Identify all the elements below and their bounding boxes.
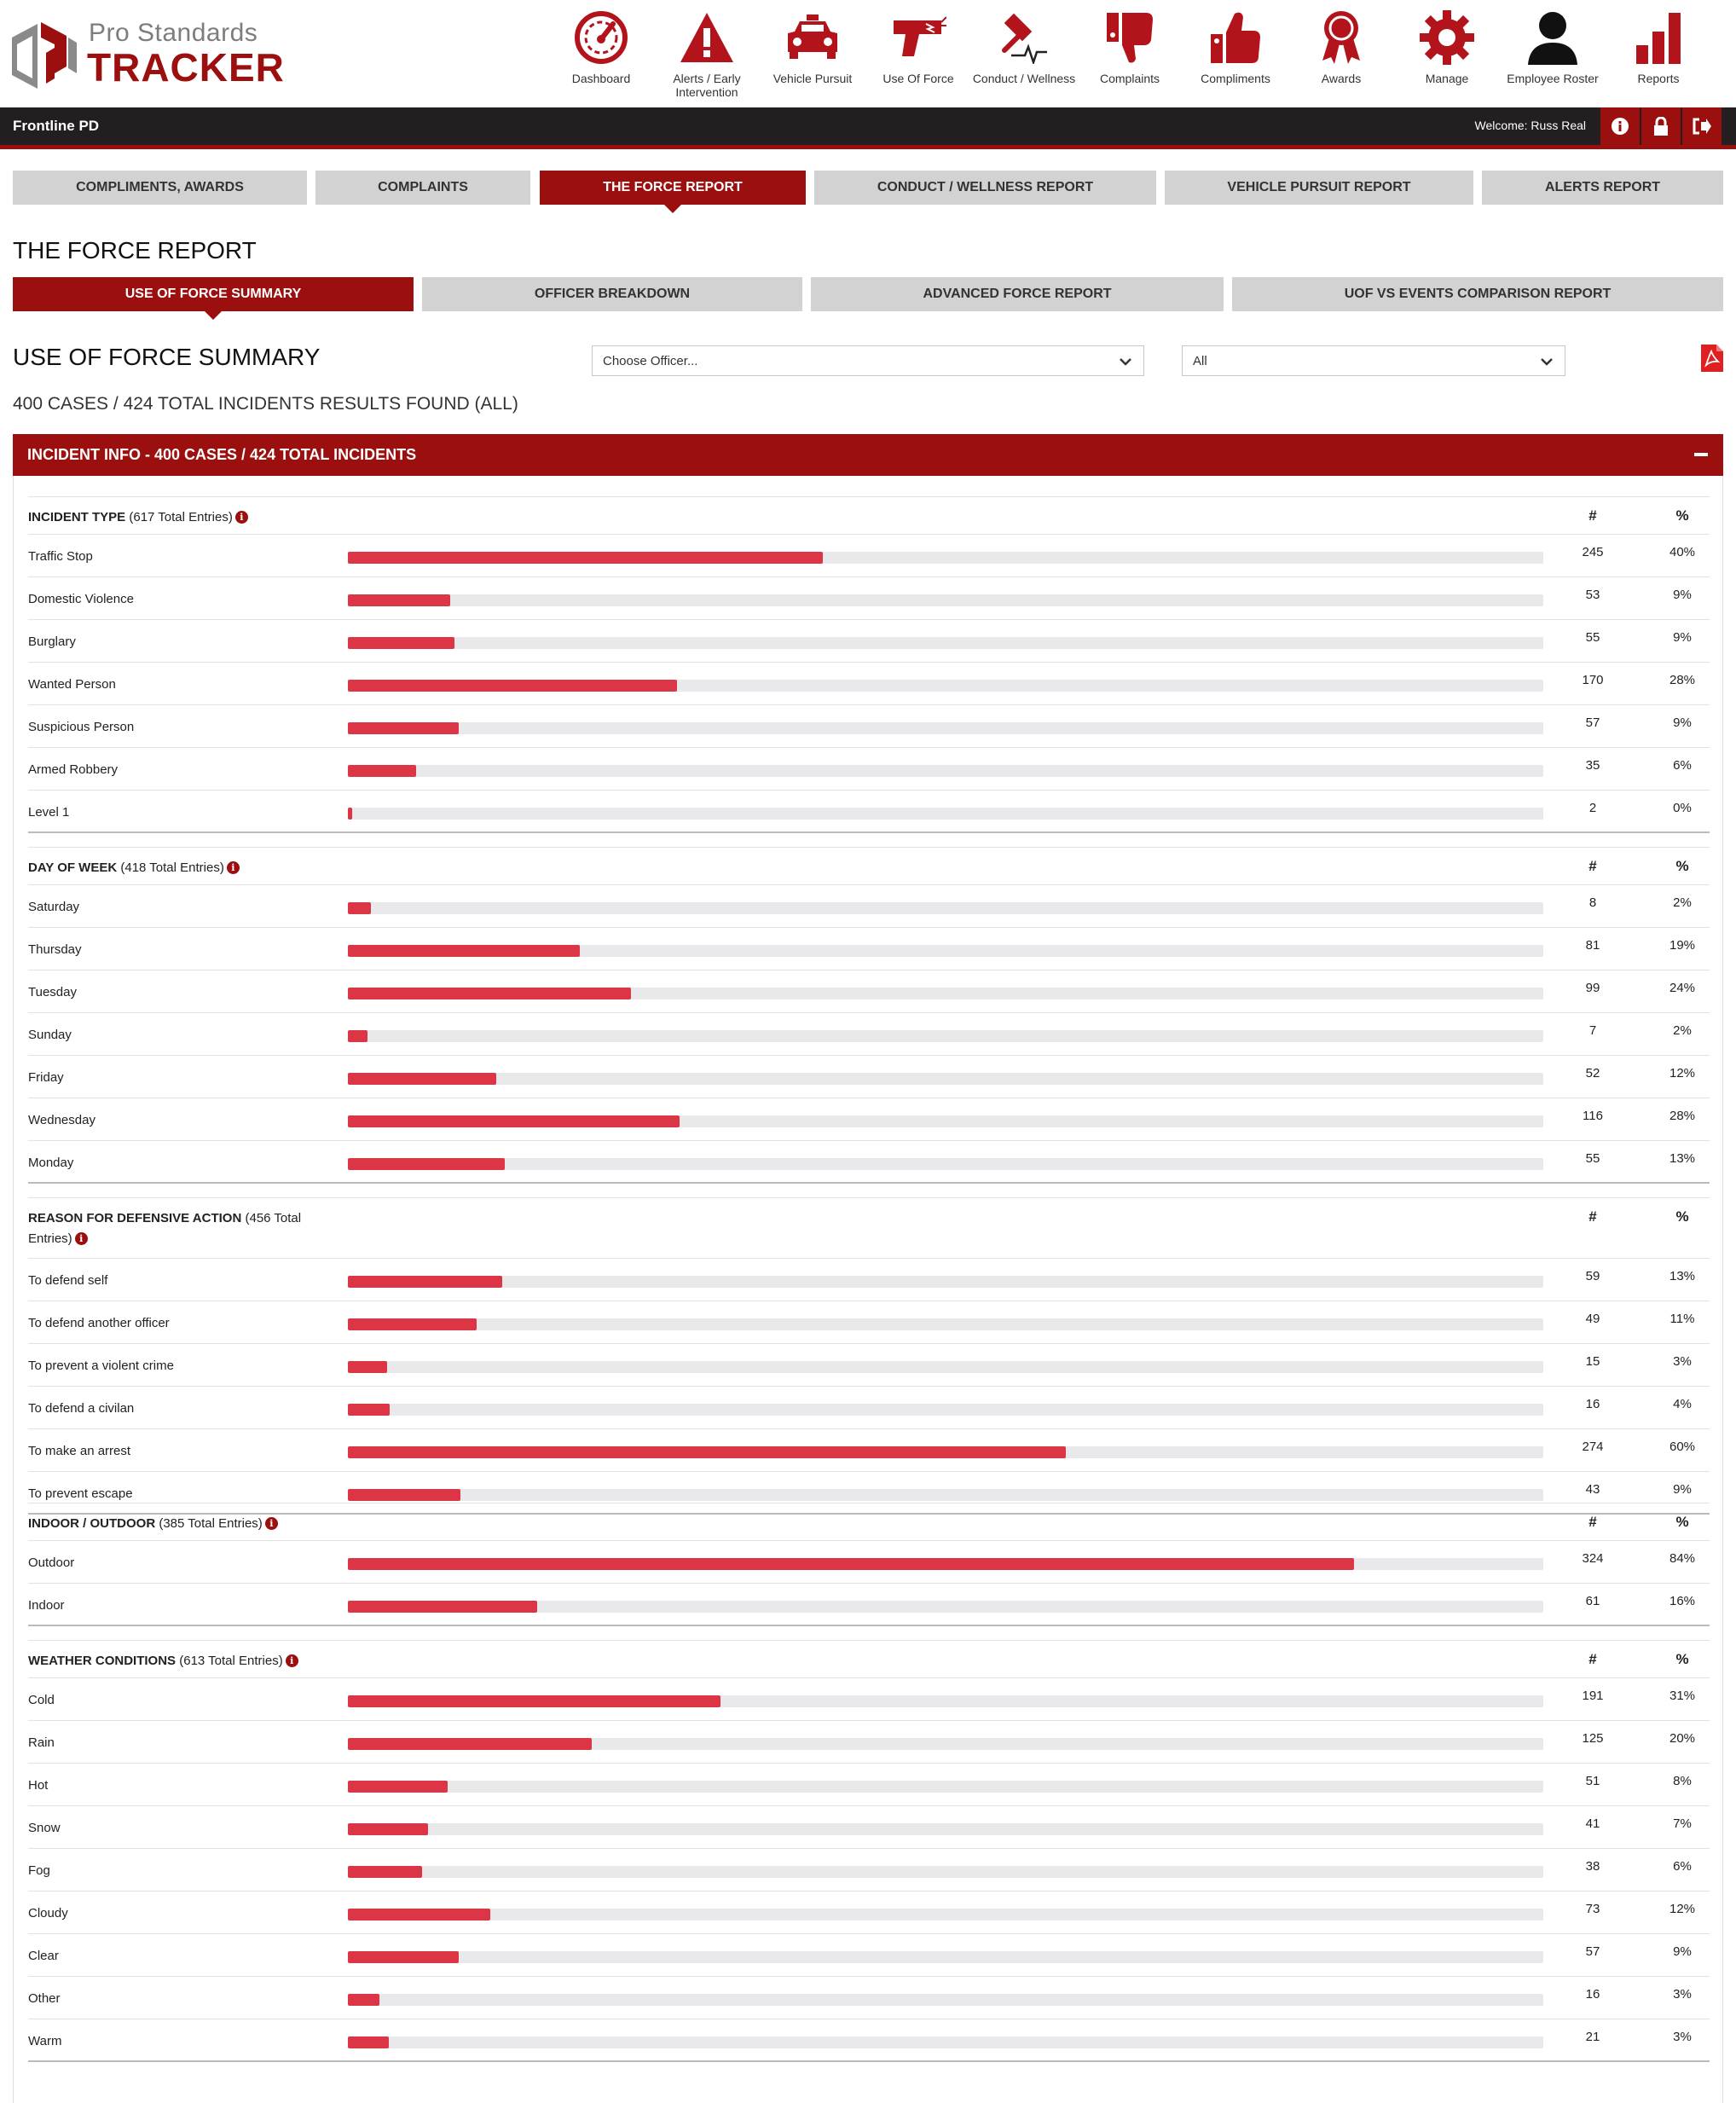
table-row: [28, 1429, 1710, 1472]
category-label: Armed Robbery: [28, 762, 119, 777]
bar-track: [348, 1951, 1543, 1963]
bar-track: [348, 1030, 1543, 1042]
nav-employee-roster[interactable]: [1500, 7, 1606, 85]
percent-column-header: %: [1675, 858, 1689, 874]
percent-value: 9%: [1673, 715, 1692, 730]
percent-value: 9%: [1673, 1944, 1692, 1959]
subtab-use-of-force-summary[interactable]: USE OF FORCE SUMMARY: [13, 277, 414, 311]
bar-track: [348, 1446, 1543, 1458]
count-value: 170: [1582, 673, 1604, 687]
percent-value: 13%: [1669, 1269, 1696, 1283]
table-row: [28, 1387, 1710, 1429]
table-row: [28, 1764, 1710, 1806]
section-title: [28, 1208, 310, 1249]
count-value: 191: [1582, 1689, 1604, 1703]
percent-value: 9%: [1673, 630, 1692, 645]
category-label: To defend self: [28, 1273, 108, 1288]
category-label: Wanted Person: [28, 677, 116, 692]
info-icon[interactable]: i: [235, 511, 248, 524]
category-label: Hot: [28, 1778, 49, 1793]
percent-value: 8%: [1673, 1774, 1692, 1788]
breakdown-section: [28, 1503, 1710, 1626]
bar-track: [348, 637, 1543, 649]
section-total-entries: (613 Total Entries): [179, 1654, 283, 1668]
table-row: [28, 1056, 1710, 1098]
category-label: Wednesday: [28, 1113, 95, 1127]
count-value: 8: [1588, 895, 1597, 910]
nav-label: Dashboard: [571, 72, 631, 85]
lock-button[interactable]: [1641, 107, 1681, 145]
table-row: [28, 885, 1710, 928]
nav-label: Alerts / Early Intervention: [673, 72, 741, 99]
bar-track: [348, 1909, 1543, 1921]
gavel-heartbeat-icon: [971, 7, 1077, 68]
percent-value: 11%: [1669, 1312, 1695, 1326]
bar-fill: [348, 945, 580, 957]
lock-icon: [1653, 117, 1669, 136]
bar-fill: [348, 2036, 389, 2048]
section-total-entries: (617 Total Entries): [129, 510, 233, 524]
welcome-text: Welcome: Russ Real: [1474, 119, 1586, 132]
count-value: 41: [1585, 1816, 1600, 1831]
count-value: 73: [1585, 1902, 1600, 1916]
logo-line-2: TRACKER: [87, 45, 285, 90]
bar-track: [348, 594, 1543, 606]
bar-fill: [348, 1738, 592, 1750]
nav-conduct-wellness[interactable]: [971, 7, 1077, 85]
app-header: [0, 0, 1736, 107]
count-value: 16: [1585, 1397, 1600, 1411]
count-value: 53: [1585, 588, 1600, 602]
subtab-uof-vs-events[interactable]: UOF VS EVENTS COMPARISON REPORT: [1232, 277, 1723, 311]
nav-vehicle-pursuit[interactable]: [760, 7, 865, 85]
bar-fill: [348, 680, 677, 692]
category-label: To defend a civilan: [28, 1401, 135, 1416]
page-title: THE FORCE REPORT: [13, 237, 257, 264]
nav-label: Conduct / Wellness: [972, 72, 1076, 85]
bar-track: [348, 1738, 1543, 1750]
count-value: 43: [1585, 1482, 1600, 1497]
nav-label: Reports: [1637, 72, 1680, 85]
collapse-minus-icon[interactable]: [1694, 453, 1708, 456]
category-label: Sunday: [28, 1028, 72, 1042]
bar-track: [348, 988, 1543, 999]
bar-track: [348, 945, 1543, 957]
section-total-entries: (418 Total Entries): [120, 860, 224, 875]
percent-value: 2%: [1673, 895, 1692, 910]
category-label: Burglary: [28, 634, 76, 649]
table-row: [28, 1301, 1710, 1344]
bar-fill: [348, 902, 371, 914]
bar-fill: [348, 1115, 680, 1127]
section-title: [28, 507, 310, 528]
percent-column-header: %: [1675, 1208, 1689, 1225]
percent-value: 3%: [1673, 1354, 1692, 1369]
nav-compliments[interactable]: [1183, 7, 1288, 85]
bar-track: [348, 1866, 1543, 1878]
table-row: [28, 1013, 1710, 1056]
section-title-label: WEATHER CONDITIONS: [28, 1654, 176, 1668]
bar-track: [348, 902, 1543, 914]
nav-awards[interactable]: [1288, 7, 1394, 85]
tab-force-report[interactable]: THE FORCE REPORT: [540, 171, 806, 205]
warning-icon: [654, 7, 760, 68]
category-label: Suspicious Person: [28, 720, 135, 734]
table-row: [28, 791, 1710, 833]
count-value: 99: [1585, 981, 1600, 995]
count-value: 57: [1585, 715, 1600, 730]
tab-alerts-report[interactable]: ALERTS REPORT: [1482, 171, 1723, 205]
section-header: [28, 496, 1710, 535]
bar-fill: [348, 1318, 477, 1330]
percent-value: 28%: [1669, 1109, 1696, 1123]
logo-line-1: Pro Standards: [89, 19, 258, 47]
count-value: 52: [1585, 1066, 1600, 1080]
bar-fill: [348, 1823, 428, 1835]
table-row: [28, 1934, 1710, 1977]
count-value: 81: [1585, 938, 1600, 953]
bar-fill: [348, 1489, 460, 1501]
nav-complaints[interactable]: [1077, 7, 1183, 85]
bar-fill: [348, 1073, 496, 1085]
section-title-label: DAY OF WEEK: [28, 860, 118, 875]
count-value: 7: [1588, 1023, 1597, 1038]
info-icon[interactable]: i: [265, 1517, 278, 1530]
bar-track: [348, 1695, 1543, 1707]
subtab-officer-breakdown[interactable]: OFFICER BREAKDOWN: [422, 277, 802, 311]
count-value: 2: [1588, 801, 1597, 815]
bar-fill: [348, 808, 352, 820]
percent-value: 0%: [1673, 801, 1692, 815]
police-car-icon: [760, 7, 865, 68]
bar-fill: [348, 1404, 390, 1416]
count-value: 16: [1585, 1987, 1600, 2002]
bar-fill: [348, 637, 454, 649]
nav-dashboard[interactable]: [548, 7, 654, 85]
bar-track: [348, 808, 1543, 820]
section-title: [28, 1651, 310, 1671]
nav-use-of-force[interactable]: [865, 7, 971, 85]
category-label: Cloudy: [28, 1906, 68, 1921]
scope-select-value: All: [1193, 353, 1207, 368]
officer-select[interactable]: [592, 345, 1144, 376]
table-row: [28, 1806, 1710, 1849]
percent-value: 6%: [1673, 1859, 1692, 1874]
table-row: [28, 705, 1710, 748]
breakdown-section: [28, 1640, 1710, 2062]
info-circle-icon: [1612, 118, 1629, 135]
percent-value: 13%: [1669, 1151, 1696, 1166]
nav-alerts[interactable]: [654, 7, 760, 99]
nav-label: Complaints: [1099, 72, 1160, 85]
category-label: To make an arrest: [28, 1444, 131, 1458]
nav-reports[interactable]: [1606, 7, 1711, 85]
table-row: [28, 1098, 1710, 1141]
bar-fill: [348, 1781, 448, 1793]
bar-track: [348, 680, 1543, 692]
bar-track: [348, 1781, 1543, 1793]
department-name: Frontline PD: [13, 118, 100, 134]
count-value: 61: [1585, 1594, 1600, 1608]
section-title-label: INCIDENT TYPE: [28, 510, 126, 524]
logout-button[interactable]: [1682, 107, 1722, 145]
bar-fill: [348, 988, 631, 999]
taser-icon: [865, 7, 971, 68]
category-label: Level 1: [28, 805, 70, 820]
pdf-icon: [1701, 345, 1723, 372]
bar-track: [348, 1823, 1543, 1835]
bar-track: [348, 1073, 1543, 1085]
section-total-entries: (385 Total Entries): [159, 1516, 263, 1531]
table-row: [28, 2019, 1710, 2062]
count-value: 15: [1585, 1354, 1600, 1369]
chevron-down-icon: [1118, 354, 1133, 369]
count-value: 125: [1582, 1731, 1604, 1746]
percent-value: 24%: [1669, 981, 1696, 995]
ribbon-icon: [1288, 7, 1394, 68]
breakdown-section: [28, 847, 1710, 1184]
section-total-entries: (456 Total Entries): [28, 1211, 302, 1246]
count-column-header: #: [1588, 1514, 1597, 1530]
logo-mark-icon: [12, 19, 77, 89]
accent-line: [0, 145, 1736, 149]
category-label: Friday: [28, 1070, 64, 1085]
section-header: [28, 1197, 1710, 1259]
category-label: Fog: [28, 1863, 50, 1878]
category-label: Tuesday: [28, 985, 77, 999]
table-row: [28, 1678, 1710, 1721]
percent-value: 19%: [1669, 938, 1696, 953]
percent-value: 28%: [1669, 673, 1696, 687]
bar-fill: [348, 722, 459, 734]
percent-value: 12%: [1669, 1066, 1696, 1080]
bar-fill: [348, 1601, 537, 1613]
table-row: [28, 535, 1710, 577]
table-row: [28, 1977, 1710, 2019]
percent-column-header: %: [1675, 1514, 1689, 1530]
person-icon: [1500, 7, 1606, 68]
count-value: 55: [1585, 1151, 1600, 1166]
percent-value: 20%: [1669, 1731, 1696, 1746]
bar-track: [348, 1115, 1543, 1127]
section-header: [28, 1503, 1710, 1541]
summary-title: USE OF FORCE SUMMARY: [13, 344, 321, 370]
count-value: 245: [1582, 545, 1604, 559]
category-label: Indoor: [28, 1598, 65, 1613]
speedometer-icon: [548, 7, 654, 68]
table-row: [28, 1541, 1710, 1584]
tab-complaints[interactable]: COMPLAINTS: [315, 171, 530, 205]
bar-fill: [348, 552, 823, 564]
incident-info-panel: [13, 476, 1723, 2103]
bar-fill: [348, 1866, 422, 1878]
percent-value: 2%: [1673, 1023, 1692, 1038]
bar-track: [348, 722, 1543, 734]
scope-select[interactable]: [1182, 345, 1565, 376]
table-row: [28, 928, 1710, 970]
count-value: 35: [1585, 758, 1600, 773]
tab-conduct-wellness-report[interactable]: CONDUCT / WELLNESS REPORT: [814, 171, 1156, 205]
table-row: [28, 1141, 1710, 1184]
bar-fill: [348, 1030, 367, 1042]
section-header: [28, 1640, 1710, 1678]
count-value: 49: [1585, 1312, 1600, 1326]
table-row: [28, 970, 1710, 1013]
percent-value: 7%: [1673, 1816, 1692, 1831]
incident-info-panel-header: [13, 434, 1723, 476]
table-row: [28, 1344, 1710, 1387]
category-label: Saturday: [28, 900, 80, 914]
count-column-header: #: [1588, 507, 1597, 524]
bar-fill: [348, 1558, 1354, 1570]
percent-value: 84%: [1669, 1551, 1696, 1566]
bar-track: [348, 1994, 1543, 2006]
count-value: 55: [1585, 630, 1600, 645]
nav-label: Manage: [1425, 72, 1469, 85]
info-icon[interactable]: i: [227, 861, 240, 874]
percent-value: 3%: [1673, 1987, 1692, 2002]
pdf-export-button[interactable]: [1701, 345, 1723, 376]
bar-fill: [348, 765, 416, 777]
percent-value: 31%: [1669, 1689, 1696, 1703]
table-row: [28, 1721, 1710, 1764]
category-label: Thursday: [28, 942, 82, 957]
count-value: 274: [1582, 1440, 1604, 1454]
count-value: 21: [1585, 2030, 1600, 2044]
table-row: [28, 1584, 1710, 1626]
percent-value: 60%: [1669, 1440, 1696, 1454]
tab-compliments-awards[interactable]: COMPLIMENTS, AWARDS: [13, 171, 307, 205]
gear-icon: [1394, 7, 1500, 68]
section-header: [28, 847, 1710, 885]
percent-value: 9%: [1673, 588, 1692, 602]
category-label: To prevent a violent crime: [28, 1359, 174, 1373]
bar-track: [348, 552, 1543, 564]
section-title-label: INDOOR / OUTDOOR: [28, 1516, 156, 1531]
category-label: To prevent escape: [28, 1486, 133, 1501]
category-label: Traffic Stop: [28, 549, 93, 564]
nav-label: Use Of Force: [882, 72, 954, 85]
percent-column-header: %: [1675, 507, 1689, 524]
count-value: 116: [1583, 1109, 1603, 1123]
table-row: [28, 1849, 1710, 1892]
count-value: 51: [1585, 1774, 1600, 1788]
table-row: [28, 620, 1710, 663]
app-logo[interactable]: [12, 15, 285, 92]
section-title: [28, 858, 310, 878]
thumbs-down-icon: [1077, 7, 1183, 68]
nav-manage[interactable]: [1394, 7, 1500, 85]
category-label: Outdoor: [28, 1556, 75, 1570]
breakdown-section: [28, 1197, 1710, 1515]
subtab-advanced-force-report[interactable]: ADVANCED FORCE REPORT: [811, 277, 1224, 311]
category-label: Monday: [28, 1156, 74, 1170]
bar-track: [348, 1276, 1543, 1288]
table-row: [28, 577, 1710, 620]
percent-value: 3%: [1673, 2030, 1692, 2044]
count-value: 38: [1585, 1859, 1600, 1874]
bar-track: [348, 1558, 1543, 1570]
results-count: 400 CASES / 424 TOTAL INCIDENTS RESULTS FOUND (ALL): [13, 394, 518, 414]
nav-label: Awards: [1321, 72, 1362, 85]
bar-chart-icon: [1606, 7, 1711, 68]
nav-label: Vehicle Pursuit: [773, 72, 853, 85]
category-label: To defend another officer: [28, 1316, 170, 1330]
category-label: Rain: [28, 1735, 55, 1750]
category-label: Cold: [28, 1693, 55, 1707]
count-value: 324: [1582, 1551, 1604, 1566]
bar-track: [348, 1318, 1543, 1330]
bar-fill: [348, 1909, 490, 1921]
percent-value: 12%: [1669, 1902, 1696, 1916]
category-label: Domestic Violence: [28, 592, 134, 606]
percent-value: 9%: [1673, 1482, 1692, 1497]
nav-label: Employee Roster: [1507, 72, 1599, 85]
category-label: Snow: [28, 1821, 61, 1835]
bar-track: [348, 1158, 1543, 1170]
count-column-header: #: [1588, 1208, 1597, 1225]
table-row: [28, 663, 1710, 705]
category-label: Other: [28, 1991, 61, 2006]
bar-fill: [348, 1695, 720, 1707]
officer-select-value: Choose Officer...: [603, 353, 698, 368]
chevron-down-icon: [1539, 354, 1554, 369]
category-label: Warm: [28, 2034, 62, 2048]
percent-value: 40%: [1669, 545, 1696, 559]
bar-fill: [348, 594, 450, 606]
bar-track: [348, 2036, 1543, 2048]
table-row: [28, 748, 1710, 791]
thumbs-up-icon: [1183, 7, 1288, 68]
count-value: 57: [1585, 1944, 1600, 1959]
percent-value: 16%: [1669, 1594, 1696, 1608]
bar-fill: [348, 1994, 379, 2006]
bar-fill: [348, 1446, 1066, 1458]
percent-column-header: %: [1675, 1651, 1689, 1667]
bar-track: [348, 1361, 1543, 1373]
tab-vehicle-pursuit-report[interactable]: VEHICLE PURSUIT REPORT: [1165, 171, 1473, 205]
info-icon[interactable]: i: [286, 1654, 298, 1667]
section-title-label: REASON FOR DEFENSIVE ACTION: [28, 1211, 242, 1225]
bar-fill: [348, 1276, 502, 1288]
bar-track: [348, 1601, 1543, 1613]
table-row: [28, 1259, 1710, 1301]
bar-track: [348, 1489, 1543, 1501]
bar-fill: [348, 1951, 459, 1963]
info-icon[interactable]: i: [75, 1232, 88, 1245]
bar-fill: [348, 1158, 505, 1170]
info-button[interactable]: [1600, 107, 1640, 145]
bar-track: [348, 765, 1543, 777]
count-column-header: #: [1588, 858, 1597, 874]
account-bar: [0, 107, 1736, 145]
sign-out-icon: [1693, 118, 1711, 135]
category-label: Clear: [28, 1949, 59, 1963]
count-column-header: #: [1588, 1651, 1597, 1667]
panel-title: INCIDENT INFO - 400 CASES / 424 TOTAL INCIDENTS: [27, 446, 417, 463]
table-row: [28, 1892, 1710, 1934]
percent-value: 6%: [1673, 758, 1692, 773]
bar-track: [348, 1404, 1543, 1416]
bar-fill: [348, 1361, 387, 1373]
section-title: [28, 1514, 310, 1534]
count-value: 59: [1585, 1269, 1600, 1283]
nav-label: Compliments: [1201, 72, 1270, 85]
percent-value: 4%: [1673, 1397, 1692, 1411]
breakdown-section: [28, 496, 1710, 833]
